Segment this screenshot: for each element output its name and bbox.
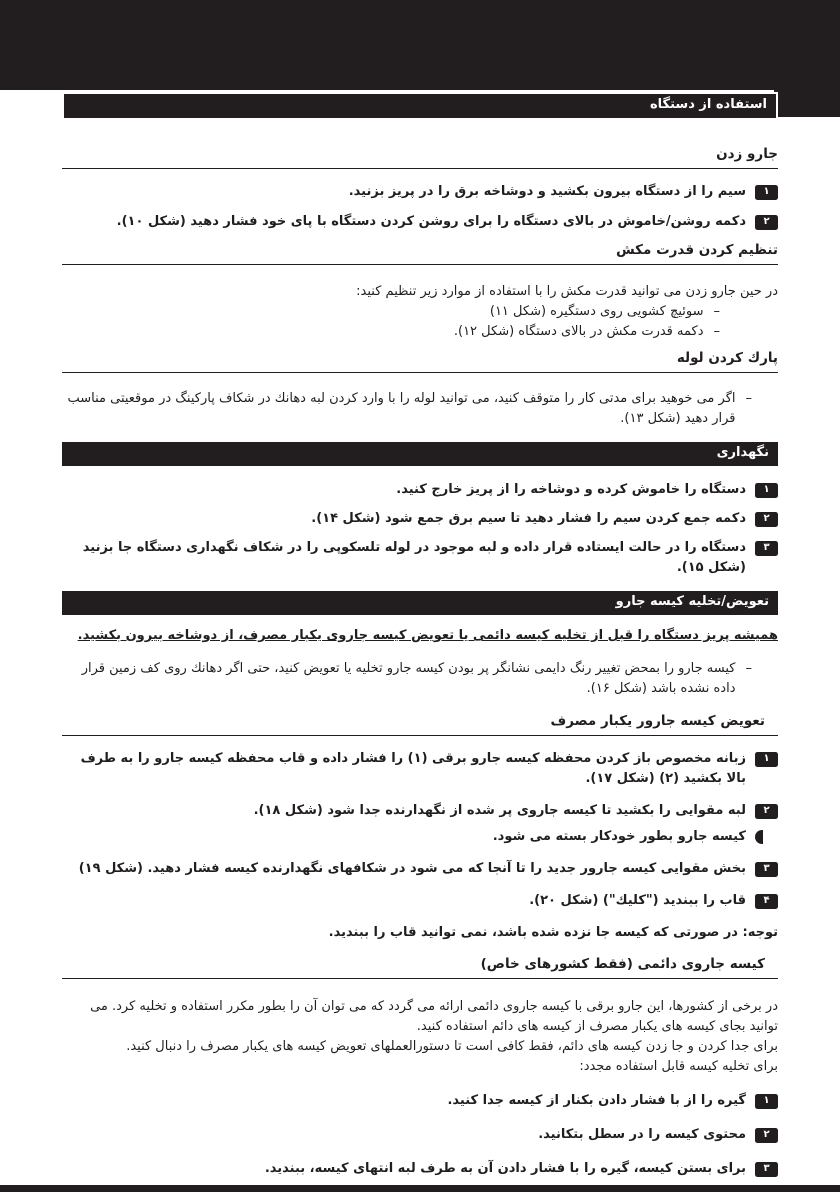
step-text: دکمه روشن/خاموش در بالای دستگاه را برای روشن کردن دستگاه با پای خود فشار دهید (شکل ۱۰). — [116, 214, 746, 229]
list-item-text: کیسه جارو را بمحض تغییر رنگ دایمی نشانگر پر بودن کیسه جارو تخلیه یا تعویض کنید، حتی اگر دهانك روی کف زمین قرار داده نشده باشد (شکل ۱۶). — [81, 661, 736, 696]
step-row — [62, 1159, 778, 1179]
heading-suction-power: تنظیم کردن قدرت مکش — [62, 242, 778, 265]
list-item-text: دکمه قدرت مکش در بالای دستگاه (شکل ۱۲). — [453, 324, 704, 339]
step-row — [62, 801, 778, 821]
section-bar-use-device — [62, 92, 778, 120]
list-item — [62, 659, 778, 699]
step-row — [62, 749, 778, 789]
attention-note: توجه: در صورتی که کیسه جا نزده شده باشد، نمی توانید قاب را ببندید. — [328, 925, 778, 940]
step-row — [62, 509, 778, 529]
dash-bullet: – — [713, 304, 720, 319]
vacuuming-steps — [62, 182, 778, 232]
note-text: کیسه جارو بطور خودکار بسته می شود. — [492, 829, 746, 844]
step-text: محتوی کیسه را در سطل بتکانید. — [538, 1127, 746, 1142]
step-row — [62, 182, 778, 202]
permanent-bag-paragraph: در برخی از کشورها، این جارو برقی با کیسه جاروی دائمی ارائه می گردد که می توان آن را بطور مکرر استفاده و تخلیه کرد. می توانید بجای کیسه های یکبار مصرف از کیسه های دائم استفاده کنید. — [90, 999, 778, 1034]
step-row — [62, 480, 778, 500]
step-number-badge: ۱ — [755, 483, 778, 498]
maintenance-steps — [62, 480, 778, 578]
heading-vacuuming: جارو زدن — [62, 146, 778, 169]
step-text: بخش مقوایی کیسه جارور جدید را تا آنجا که می شود در شکافهای نگهدارنده کیسه فشار دهید. (شکل ۱۹) — [78, 861, 746, 876]
page-content — [62, 92, 778, 1179]
section-bar-label: تعویض/تخلیه کیسه جارو — [615, 594, 769, 609]
auto-close-note — [62, 827, 778, 847]
step-row — [62, 538, 778, 578]
list-item-text: سوئیچ کشویی روی دستگیره (شکل ۱۱) — [489, 304, 704, 319]
step-text: دستگاه را در حالت ایستاده قرار داده و لبه موجود در لوله تلسکوپی را در شکاف نگهداری دستگاه جا بزنید (شکل ۱۵). — [82, 540, 746, 575]
list-item — [62, 389, 778, 429]
unplug-warning: همیشه پریز دستگاه را قبل از تخلیه کیسه دائمی یا تعویض کیسه جاروی یکبار مصرف، از دوشاخه بیرون بکشید. — [77, 628, 778, 643]
step-text: گیره را از با فشار دادن بکنار از کیسه جدا کنید. — [447, 1093, 746, 1108]
step-row — [62, 891, 778, 911]
step-number-badge: ۳ — [755, 541, 778, 556]
step-text: لبه مقوایی را بکشید تا کیسه جاروی پر شده از نگهدارنده جدا شود (شکل ۱۸). — [253, 803, 746, 818]
step-number-badge: ۴ — [755, 894, 778, 909]
step-text: برای بستن کیسه، گیره را با فشار دادن آن به طرف لبه انتهای کیسه، ببندید. — [264, 1161, 746, 1176]
heading-disposable-bag: تعویض کیسه جارور یکبار مصرف — [62, 713, 778, 736]
suction-intro: در حین جارو زدن می توانید قدرت مکش را با استفاده از موارد زیر تنظیم کنید: — [356, 284, 778, 299]
step-number-badge: ۱ — [755, 752, 778, 767]
step-text: سیم را از دستگاه بیرون بکشید و دوشاخه برق را در پریز بزنید. — [348, 184, 746, 199]
step-number-badge: ۲ — [755, 215, 778, 230]
heading-parking-tube: پارك كردن لوله — [62, 350, 778, 373]
list-item — [62, 322, 778, 342]
step-text: زبانه مخصوص باز کردن محفظه کیسه جارو برقی (۱) را فشار داده و قاب محفظه کیسه جارو را به طرف بالا بکشید (۲) (شکل ۱۷). — [80, 751, 746, 786]
step-number-badge: ۲ — [755, 804, 778, 819]
step-text: دکمه جمع کردن سیم را فشار دهید تا سیم برق جمع شود (شکل ۱۴). — [311, 511, 746, 526]
half-circle-note-icon — [755, 830, 763, 844]
page-bottom-black-strip — [0, 1185, 840, 1192]
permanent-bag-paragraph: برای جدا کردن و جا زدن کیسه های دائم، فقط کافی است تا دستورالعملهای تعویض کیسه های یکبار مصرف را دنبال کنید. — [126, 1039, 778, 1054]
step-number-badge: ۱ — [755, 185, 778, 200]
step-row — [62, 212, 778, 232]
note-icon-column — [755, 827, 778, 847]
list-item-text: اگر می خوهید برای مدتی کار را متوقف کنید، می توانید لوله را با وارد کردن لبه دهانك در شکاف پارکینگ در موقعیتی مناسب قرار دهید (شکل ۱۳). — [67, 391, 736, 426]
dash-bullet: – — [713, 324, 720, 339]
step-row — [62, 859, 778, 879]
list-item — [62, 302, 778, 322]
step-number-badge: ۲ — [755, 1128, 778, 1143]
section-bar-maintenance — [62, 442, 778, 466]
section-bar-label: استفاده از دستگاه — [650, 97, 767, 112]
section-bar-label: نگهداری — [716, 445, 769, 460]
page-top-black-band — [0, 0, 840, 90]
step-text: قاب را ببندید ("کلیك") (شکل ۲۰). — [529, 893, 746, 908]
dash-bullet: – — [745, 661, 752, 676]
dash-bullet: – — [745, 391, 752, 406]
heading-permanent-bag: کیسه جاروی دائمی (فقط کشورهای خاص) — [62, 956, 778, 979]
step-number-badge: ۱ — [755, 1094, 778, 1109]
step-number-badge: ۲ — [755, 512, 778, 527]
top-right-corner-block — [774, 90, 840, 117]
permanent-bag-steps — [62, 1091, 778, 1179]
step-text: دستگاه را خاموش کرده و دوشاخه را از پریز خارج کنید. — [396, 482, 746, 497]
step-row — [62, 1125, 778, 1145]
section-bar-replace-empty-bag — [62, 591, 778, 615]
disposable-bag-steps — [62, 749, 778, 911]
step-row — [62, 1091, 778, 1111]
permanent-bag-paragraph: برای تخلیه کیسه قابل استفاده مجدد: — [579, 1059, 778, 1074]
step-number-badge: ۳ — [755, 862, 778, 877]
step-number-badge: ۳ — [755, 1162, 778, 1177]
